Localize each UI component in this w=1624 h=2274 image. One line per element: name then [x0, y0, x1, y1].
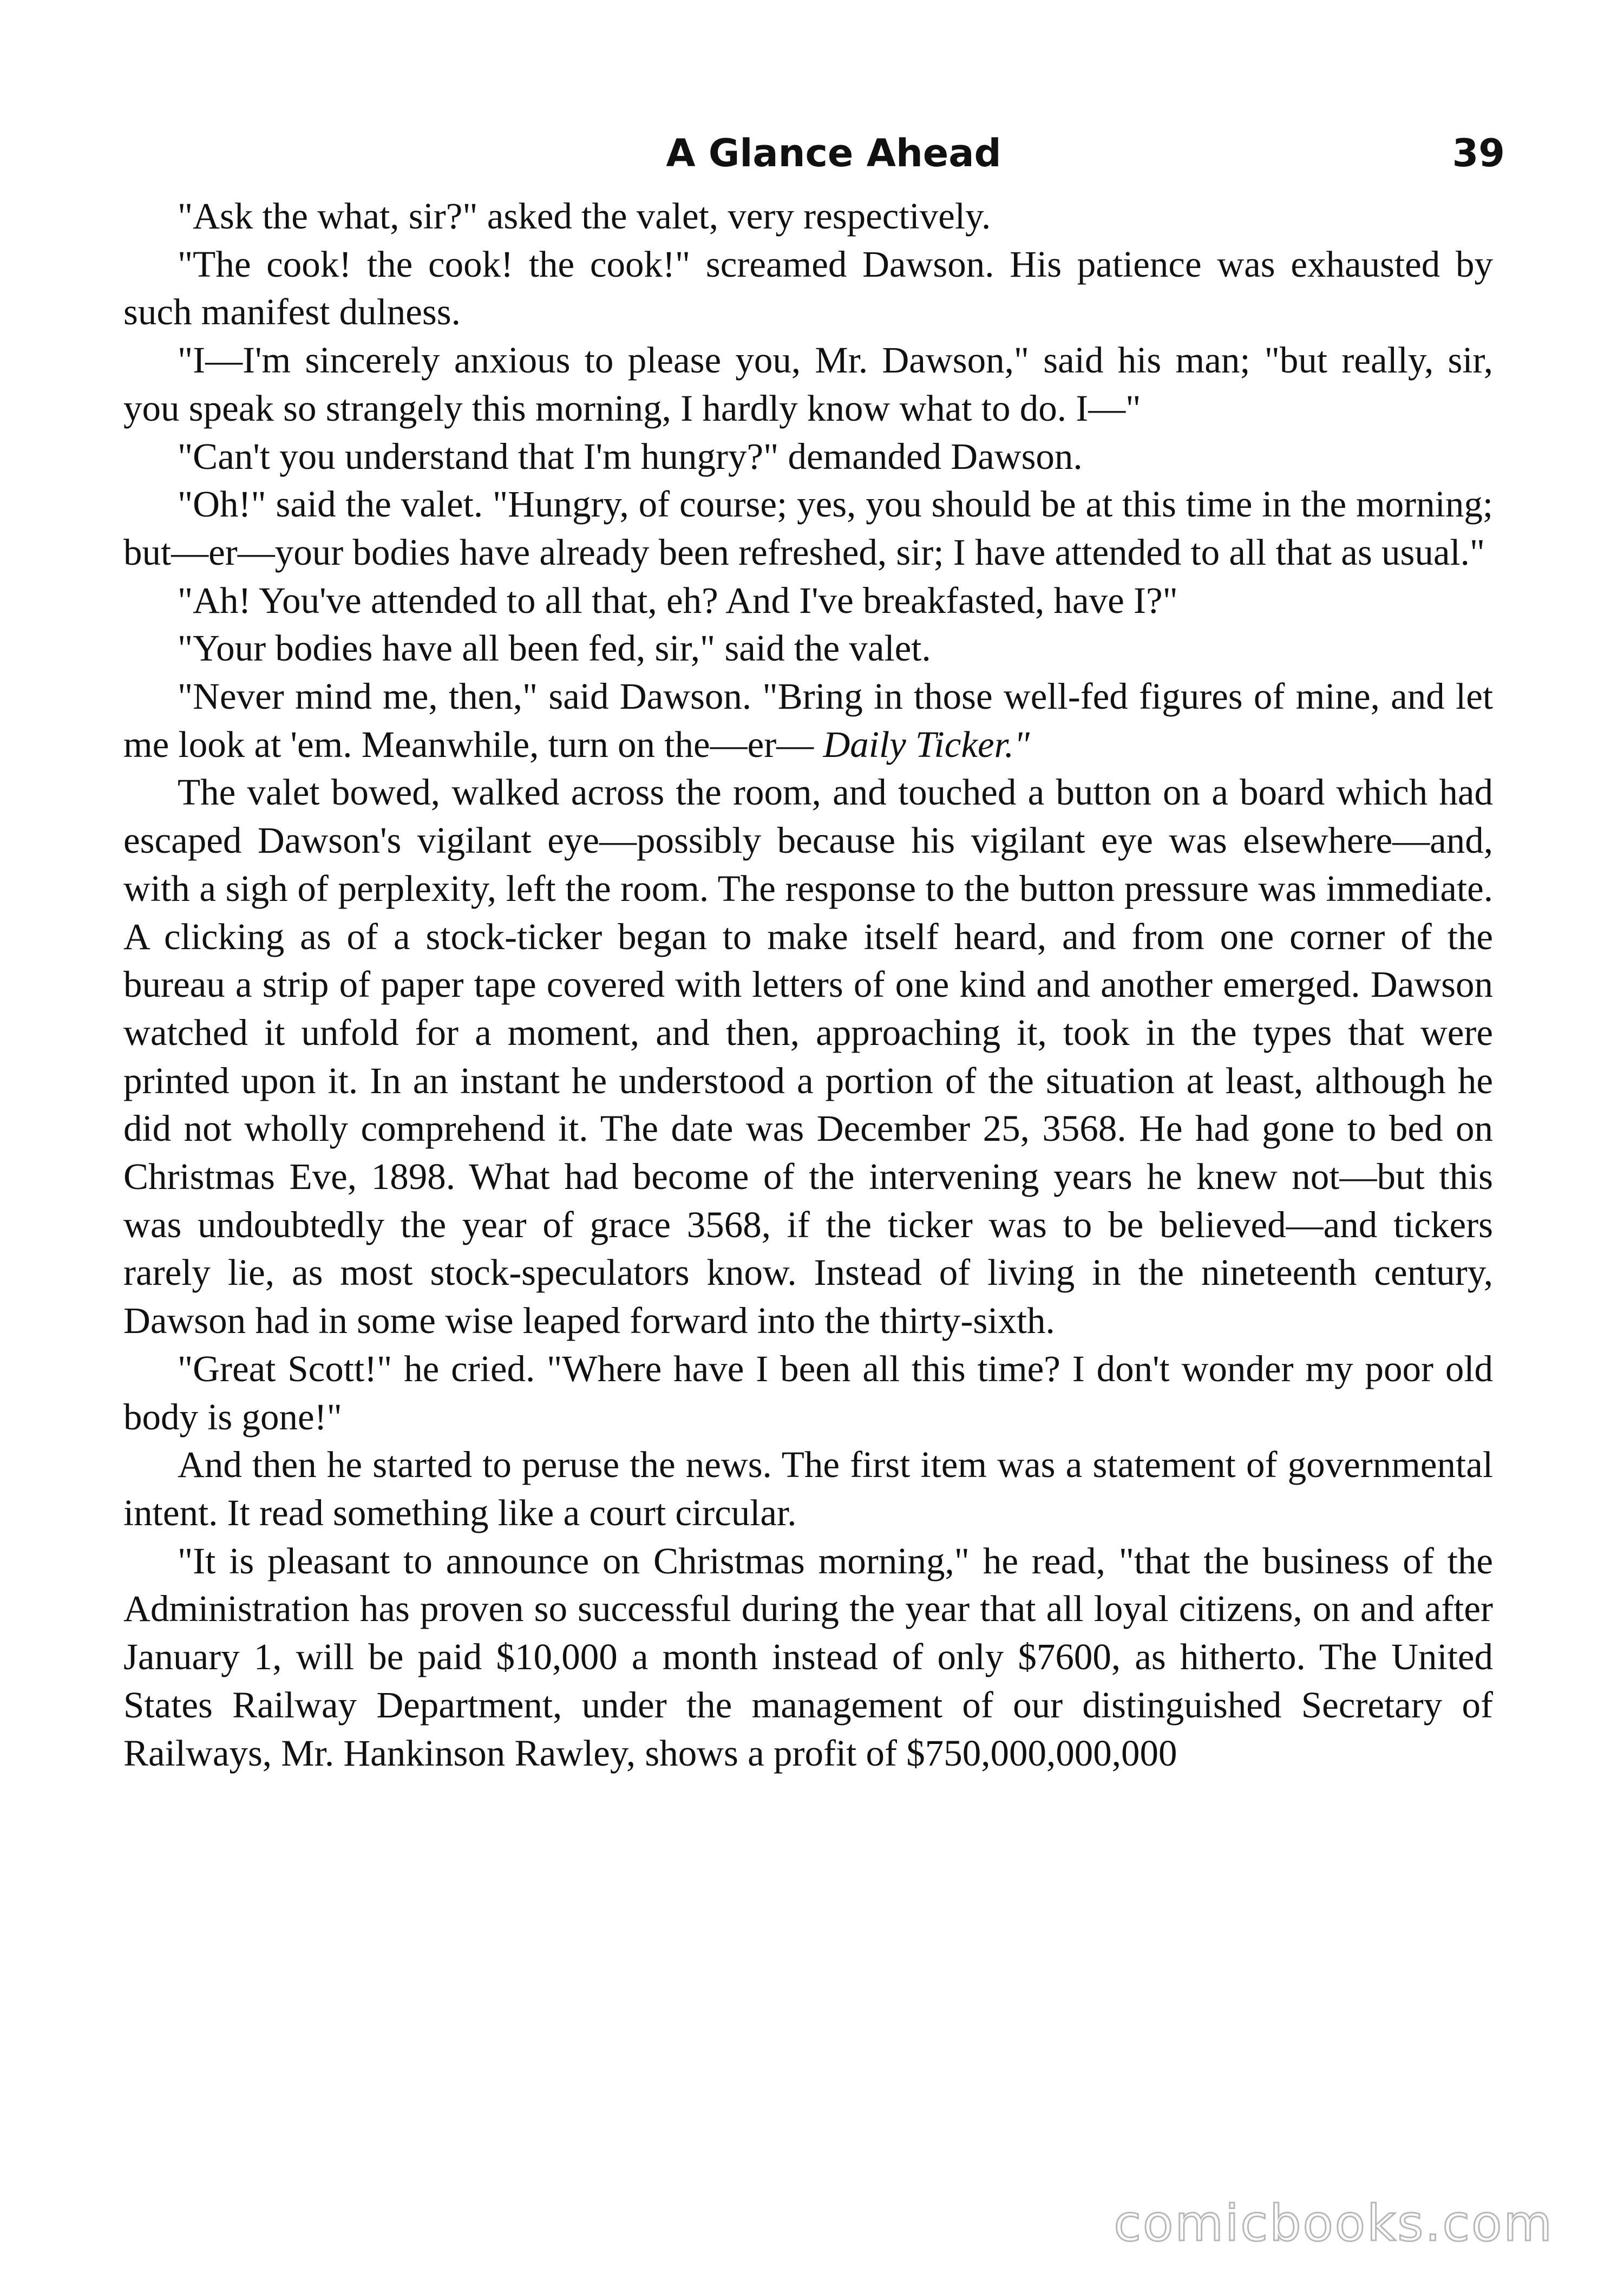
italic-title: Daily Ticker." — [823, 723, 1030, 765]
paragraph: "The cook! the cook! the cook!" screamed Dawson. His patience was exhausted by such manifest dulness. — [123, 243, 1493, 333]
paragraph: The valet bowed, walked across the room, and touched a button on a board which had escaped Dawson's vigilant eye—possibly because his vigilant eye was elsewhere—and, with a sigh of perplexity, left the room. The response to the button pressure was immediate. A clicking as of a stock-ticker began to make itself heard, and from one corner of the bureau a strip of paper tape covered with letters of one kind and another emerged. Dawson watched it unfold for a moment, and then, approaching it, took in the types that were printed upon it. In an instant he understood a portion of the situation at least, although he did not wholly comprehend it. The date was December 25, 3568. He had gone to bed on Christmas Eve, 1898. What had become of the intervening years he knew not—but this was undoubtedly the year of grace 3568, if the ticker was to be believed—and tickers rarely lie, as most stock-speculators know. Instead of living in the nineteenth century, Dawson had in some wise leaped forward into the thirty-sixth. — [123, 772, 1493, 1342]
paragraph: "Ask the what, sir?" asked the valet, very respectively. — [178, 195, 991, 237]
paragraph: "Your bodies have all been fed, sir," said the valet. — [178, 628, 931, 669]
running-title: A Glance Ahead — [666, 131, 1001, 175]
paragraph: "It is pleasant to announce on Christmas morning," he read, "that the business of the Administration has proven so successful during the year that all loyal citizens, on and after January 1, will be paid $10,000 a month instead of only $7600, as hitherto. The United States Railway Department, under the management of our distinguished Secretary of Railways, Mr. Hankinson Rawley, shows a profit of $750,000,000,000 — [123, 1540, 1493, 1774]
paragraph: And then he started to peruse the news. The first item was a statement of governmental intent. It read something like a court circular. — [123, 1444, 1493, 1533]
paragraph: "Ah! You've attended to all that, eh? And I've breakfasted, have I?" — [178, 579, 1178, 621]
page-header — [162, 122, 1505, 187]
paragraph: "Never mind me, then," said Dawson. "Bring in those well-fed figures of mine, and let me look at 'em. Meanwhile, turn on the—er— Daily Ticker." — [123, 676, 1493, 765]
body-text — [123, 192, 1493, 1777]
page-number: 39 — [1452, 131, 1505, 175]
paragraph: "Oh!" said the valet. "Hungry, of course; yes, you should be at this time in the morning; but—er—your bodies have already been refreshed, sir; I have attended to all that as usual." — [123, 483, 1493, 573]
paragraph: "Can't you understand that I'm hungry?" demanded Dawson. — [178, 435, 1083, 477]
paragraph: "I—I'm sincerely anxious to please you, Mr. Dawson," said his man; "but really, sir, you speak so strangely this morning, I hardly know what to do. I—" — [123, 339, 1493, 429]
paragraph: "Great Scott!" he cried. "Where have I been all this time? I don't wonder my poor old body is gone!" — [123, 1348, 1493, 1437]
site-watermark: comicbooks.com — [1114, 2194, 1554, 2252]
